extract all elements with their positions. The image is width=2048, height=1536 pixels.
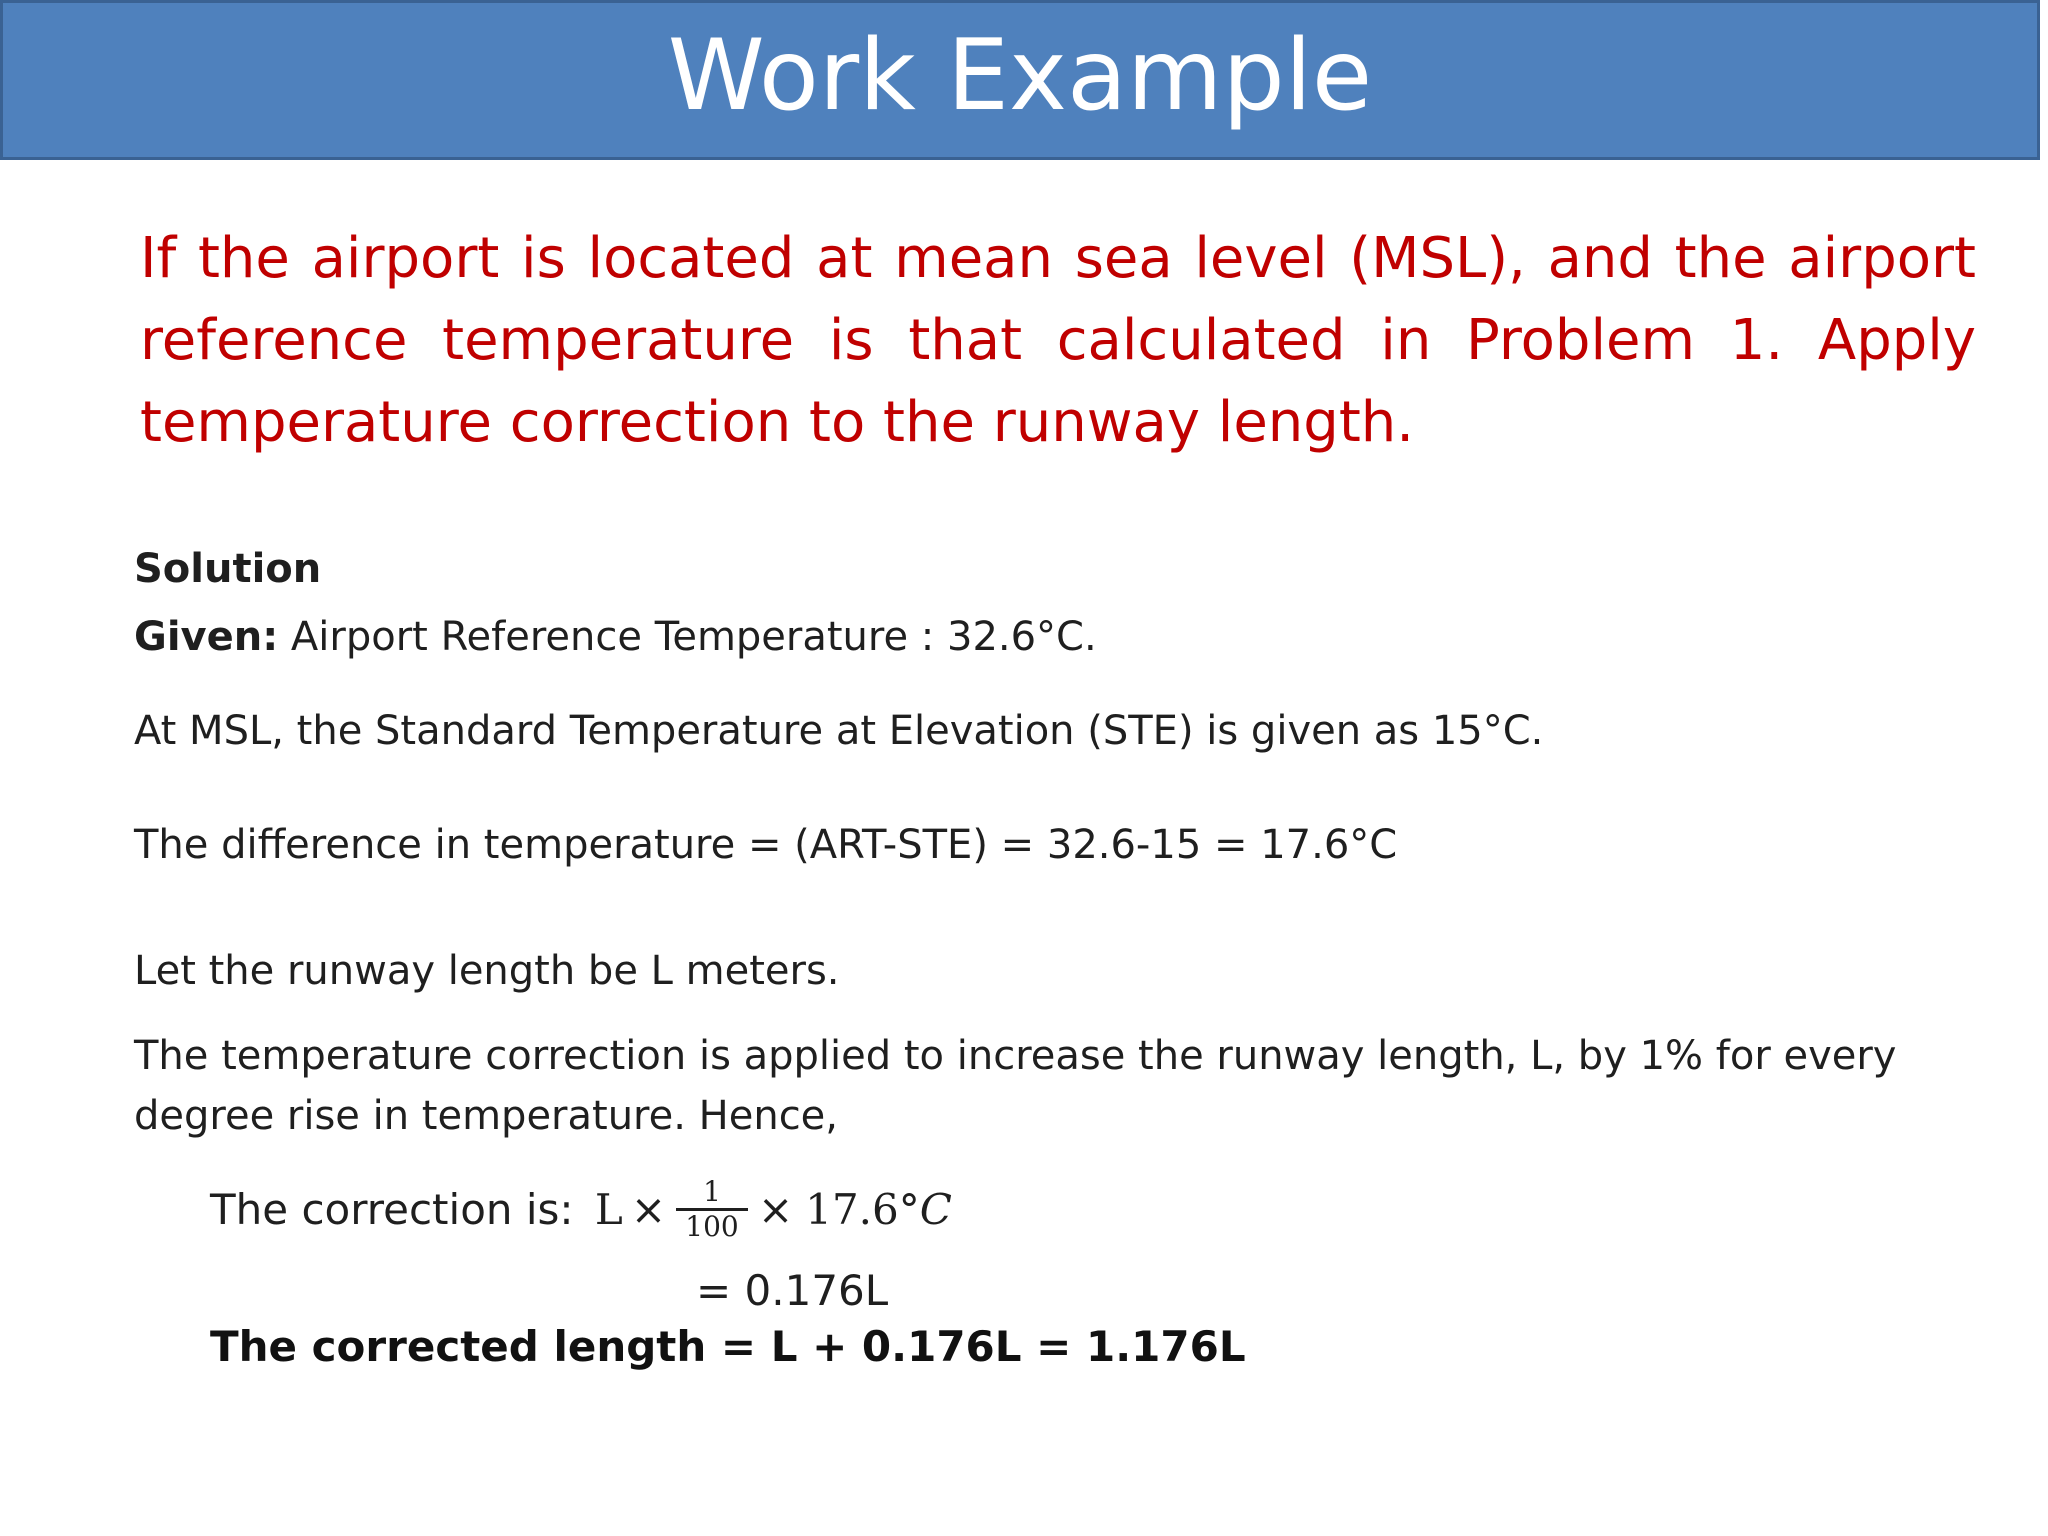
solution-heading: Solution xyxy=(134,546,322,592)
title-bar xyxy=(0,0,2040,160)
given-label: Given: xyxy=(134,614,279,660)
let-line: Let the runway length be L meters. xyxy=(134,948,840,994)
msl-line: At MSL, the Standard Temperature at Elevation (STE) is given as 15°C. xyxy=(134,708,1544,754)
formula-times-1: × xyxy=(630,1185,667,1234)
given-text: Airport Reference Temperature : 32.6°C. xyxy=(278,614,1097,660)
formula-value: 17.6° xyxy=(805,1185,920,1234)
formula-unit: C xyxy=(919,1185,952,1234)
slide-title: Work Example xyxy=(667,19,1373,133)
fraction-denominator: 100 xyxy=(685,1210,739,1243)
given-line xyxy=(134,614,1097,660)
result-line: = 0.176L xyxy=(696,1266,889,1315)
corrected-length-line: The corrected length = L + 0.176L = 1.176L xyxy=(210,1322,1246,1371)
correction-rule: The temperature correction is applied to increase the runway length, L, by 1% for every degree rise in temperature. Hence, xyxy=(134,1033,1897,1139)
problem-statement: If the airport is located at mean sea level (MSL), and the airport reference temperature is that calculated in Problem 1. Apply temperature correction to the runway length. xyxy=(140,226,1976,455)
formula-fraction xyxy=(676,1176,748,1243)
formula-times-2: × xyxy=(758,1185,794,1234)
difference-line: The difference in temperature = (ART-STE) = 32.6-15 = 17.6°C xyxy=(134,822,1398,868)
formula-var: L xyxy=(594,1185,623,1234)
formula-prefix: The correction is: xyxy=(210,1185,587,1234)
correction-formula xyxy=(210,1176,952,1243)
fraction-numerator: 1 xyxy=(703,1175,721,1208)
